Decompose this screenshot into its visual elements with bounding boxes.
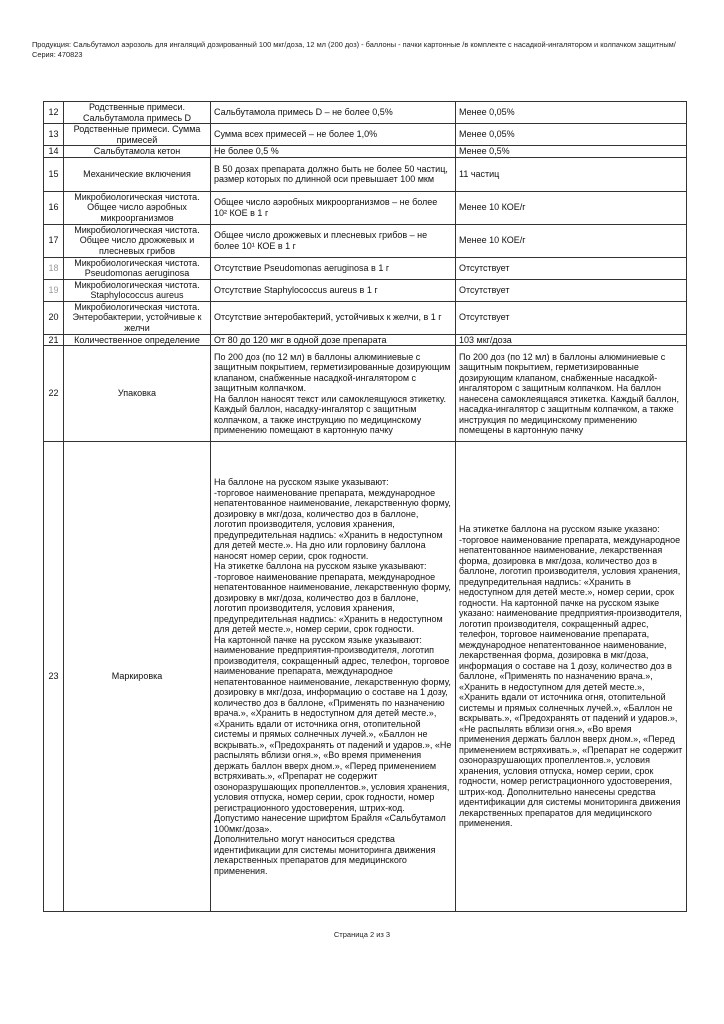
row-number: 16	[44, 191, 64, 224]
result-text: На этикетке баллона на русском языке указано: -торговое наименование препарата, международное непатентованное наименование, лекарственная форма, дозировка в мкг/доза, количество доз в баллоне, логотип производителя, условия хранения, предупредительная надпись: «Хранить в недоступном для детей месте.», номер серии, срок годности. На картонной пачке на русском языке указано: наименование предприятия-производителя, логотип производителя, сокращенный адрес, телефон, торговое наименование препарата, международное непатентованное наименование, лекарственная форма, дозировка в мкг/доза, информация о составе на 1 дозу, количество доз в баллоне, «Применять по назначению врача.», «Хранить в недоступном для детей месте.», «Хранить вдали от источника огня, отопительной системы и прямых солнечных лучей.», «Баллон не вскрывать.», «Предохранять от падений и ударов.», «Не распылять вблизи огня.», «Во время применения держать баллон вверх дном.», «Перед применением встряхивать.», «Препарат не содержит озоноразрушающих пропеллентов.», условия хранения, условия отпуска, номер серии, срок годности, номер регистрационного удостоверения, штрих-код. Дополнительно нанесены средства идентификации для системы мониторинга движения лекарственных препаратов для медицинского применения.	[456, 442, 687, 912]
parameter-name: Маркировка	[64, 442, 211, 912]
table-row	[44, 442, 687, 912]
row-number: 23	[44, 442, 64, 912]
table-row	[44, 157, 687, 191]
result-text: По 200 доз (по 12 мл) в баллоны алюминиевые с защитным покрытием, герметизированные дозирующим клапаном, снабженные насадкой-ингалятором с защитным колпачком. На баллон нанесена самоклеящаяся этикетка. Каждый баллон, насадка-ингалятор с защитным колпачком, а также инструкция по медицинскому применению помещены в картонную пачку	[456, 346, 687, 442]
result-text: 103 мкг/доза	[456, 334, 687, 346]
row-number: 22	[44, 346, 64, 442]
row-number: 12	[44, 102, 64, 124]
requirement-text: Отсутствие Staphylococcus aureus в 1 г	[211, 279, 456, 301]
requirement-text: Общее число дрожжевых и плесневых грибов – не более 10¹ КОЕ в 1 г	[211, 224, 456, 257]
table-row	[44, 146, 687, 158]
parameter-name: Упаковка	[64, 346, 211, 442]
result-text: Менее 0,05%	[456, 102, 687, 124]
requirement-text: Сальбутамола примесь D – не более 0,5%	[211, 102, 456, 124]
table-row	[44, 334, 687, 346]
specification-table	[43, 101, 687, 912]
table-row	[44, 346, 687, 442]
parameter-name: Механические включения	[64, 157, 211, 191]
table-row	[44, 279, 687, 301]
parameter-name: Микробиологическая чистота. Staphylococcus aureus	[64, 279, 211, 301]
parameter-name: Микробиологическая чистота. Общее число аэробных микроорганизмов	[64, 191, 211, 224]
result-text: Отсутствует	[456, 257, 687, 279]
requirement-text: От 80 до 120 мкг в одной дозе препарата	[211, 334, 456, 346]
row-number: 17	[44, 224, 64, 257]
row-number: 20	[44, 301, 64, 334]
parameter-name: Сальбутамола кетон	[64, 146, 211, 158]
parameter-name: Микробиологическая чистота. Общее число дрожжевых и плесневых грибов	[64, 224, 211, 257]
product-header: Продукция: Сальбутамол аэрозоль для ингаляций дозированный 100 мкг/доза, 12 мл (200 доз) - баллоны - пачки картонные /в комплекте с насадкой-ингалятором и колпачком защитным/Серия: 470823	[32, 40, 676, 59]
result-text: Отсутствует	[456, 301, 687, 334]
result-text: 11 частиц	[456, 157, 687, 191]
table-row	[44, 102, 687, 124]
table-row	[44, 191, 687, 224]
requirement-text: Отсутствие Pseudomonas aeruginosa в 1 г	[211, 257, 456, 279]
row-number: 13	[44, 124, 64, 146]
requirement-text: По 200 доз (по 12 мл) в баллоны алюминиевые с защитным покрытием, герметизированные дозирующим клапаном, снабженные насадкой-ингалятором с защитным колпачком. На баллон наносят текст или самоклеящуюся этикетку. Каждый баллон, насадку-ингалятор с защитным колпачком, а также инструкцию по медицинскому применению помещают в картонную пачку	[211, 346, 456, 442]
page-number: Страница 2 из 3	[333, 930, 391, 939]
requirement-text: Сумма всех примесей – не более 1,0%	[211, 124, 456, 146]
row-number: 21	[44, 334, 64, 346]
requirement-text: Не более 0,5 %	[211, 146, 456, 158]
requirement-text: В 50 дозах препарата должно быть не более 50 частиц, размер которых по длинной оси превышает 100 мкм	[211, 157, 456, 191]
result-text: Менее 10 КОЕ/г	[456, 224, 687, 257]
parameter-name: Количественное определение	[64, 334, 211, 346]
parameter-name: Микробиологическая чистота. Pseudomonas aeruginosa	[64, 257, 211, 279]
parameter-name: Микробиологическая чистота. Энтеробактерии, устойчивые к желчи	[64, 301, 211, 334]
row-number: 15	[44, 157, 64, 191]
table-row	[44, 301, 687, 334]
row-number: 14	[44, 146, 64, 158]
row-number: 19	[44, 279, 64, 301]
requirement-text: Отсутствие энтеробактерий, устойчивых к желчи, в 1 г	[211, 301, 456, 334]
table-row	[44, 257, 687, 279]
result-text: Менее 10 КОЕ/г	[456, 191, 687, 224]
requirement-text: Общее число аэробных микроорганизмов – не более 10² КОЕ в 1 г	[211, 191, 456, 224]
parameter-name: Родственные примеси. Сальбутамола примесь D	[64, 102, 211, 124]
result-text: Менее 0,05%	[456, 124, 687, 146]
requirement-text: На баллоне на русском языке указывают: -торговое наименование препарата, международное непатентованное наименование, лекарственную форму, дозировку в мкг/доза, количество доз в баллоне, логотип производителя, условия хранения, предупредительная надпись: «Хранить в недоступном для детей месте.». На дно или горловину баллона наносят номер серии, срок годности. На этикетке баллона на русском языке указывают: -торговое наименование препарата, международное непатентованное наименование, лекарственную форму, дозировку в мкг/доза, количество доз в баллоне, логотип производителя, условия хранения, предупредительная надпись: «Хранить в недоступном для детей месте.», номер серии, срок годности. На картонной пачке на русском языке указывают: наименование предприятия-производителя, логотип производителя, сокращенный адрес, телефон, торговое наименование препарата, международное непатентованное наименование, лекарственную форму, дозировку в мкг/доза, информацию о составе на 1 дозу, количество доз в баллоне, «Применять по назначению врача.», «Хранить в недоступном для детей месте.», «Хранить вдали от источника огня, отопительной системы и прямых солнечных лучей.», «Баллон не вскрывать.», «Предохранять от падений и ударов.», «Не распылять вблизи огня.», «Во время применения держать баллон вверх дном.», «Перед применением встряхивать.», «Препарат не содержит озоноразрушающих пропеллентов.», условия хранения, условия отпуска, номер серии, срок годности, номер регистрационного удостоверения, штрих-код. Допустимо нанесение шрифтом Брайля «Сальбутамол 100мкг/доза». Дополнительно могут наноситься средства идентификации для системы мониторинга движения лекарственных препаратов для медицинского применения.	[211, 442, 456, 912]
parameter-name: Родственные примеси. Сумма примесей	[64, 124, 211, 146]
result-text: Менее 0,5%	[456, 146, 687, 158]
table-row	[44, 124, 687, 146]
table-row	[44, 224, 687, 257]
row-number: 18	[44, 257, 64, 279]
result-text: Отсутствует	[456, 279, 687, 301]
